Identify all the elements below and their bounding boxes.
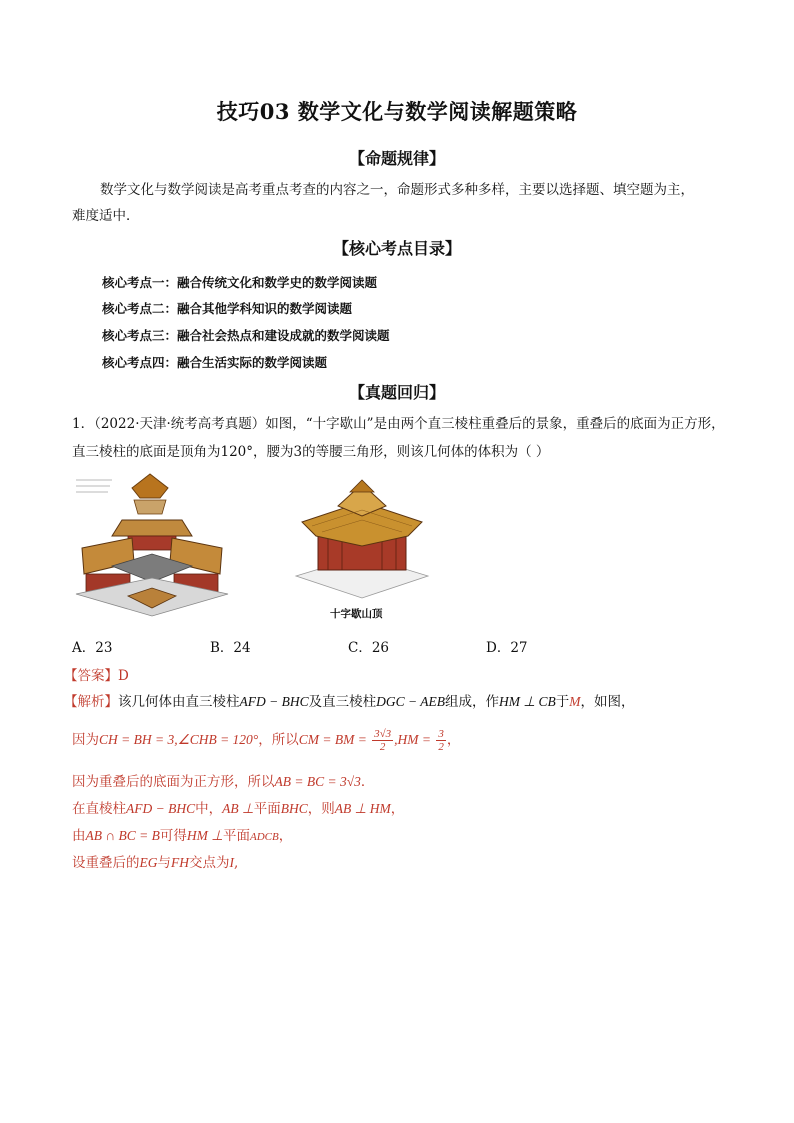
- toc-item[interactable]: 核心考点四：融合生活实际的数学阅读题: [102, 355, 328, 370]
- analysis-line-2: [72, 728, 460, 753]
- fraction: $\frac{3}{2}$: [438, 728, 444, 753]
- section-heading-rules: 【命题规律】: [348, 149, 445, 168]
- option-b[interactable]: B．24: [210, 640, 251, 656]
- section-heading-review: 【真题回归】: [348, 383, 445, 402]
- math: BHC: [280, 801, 308, 816]
- math: AB ∩ BC = B: [85, 828, 160, 843]
- figure-cross-gable-exploded: [72, 470, 232, 620]
- text: 可得: [159, 828, 187, 844]
- analysis-line-3: [72, 772, 374, 792]
- text: ，: [278, 828, 293, 844]
- text: 与: [157, 855, 171, 871]
- text: 及直三棱柱: [308, 694, 377, 710]
- figure-caption: 十字歇山顶: [330, 608, 383, 620]
- text: ，如图，: [580, 694, 635, 710]
- math: AFD − BHC: [126, 801, 196, 816]
- math: CH = BH = 3,∠CHB = 120°: [99, 732, 259, 747]
- text: ，则: [307, 801, 335, 817]
- rules-text-line-1: 数学文化与数学阅读是高考重点考查的内容之一，命题形式多种多样，主要以选择题、填空题为主，: [100, 182, 694, 198]
- option-c[interactable]: C．26: [348, 640, 390, 656]
- answer-label: 【答案】: [64, 668, 118, 684]
- math: EG: [139, 855, 158, 870]
- toc-item[interactable]: 核心考点二：融合其他学科知识的数学阅读题: [102, 301, 353, 316]
- option-d[interactable]: D．27: [486, 640, 528, 656]
- math: M: [569, 694, 581, 709]
- text: 交点为: [189, 855, 230, 871]
- analysis-line-5: [72, 826, 292, 847]
- toc-item[interactable]: 核心考点一：融合传统文化和数学史的数学阅读题: [102, 275, 378, 290]
- text: 因为重叠后的底面为正方形，所以: [72, 774, 275, 790]
- math: CM = BM =: [298, 732, 367, 747]
- math: DGC − AEB: [376, 694, 445, 709]
- text: 由: [72, 828, 86, 844]
- math: AB = BC = 3√3: [274, 774, 361, 789]
- option-a[interactable]: A．23: [72, 640, 113, 656]
- analysis-line-4: [72, 799, 404, 819]
- math: ,HM =: [394, 732, 432, 747]
- math: HM ⊥: [186, 828, 223, 843]
- math: AB ⊥ HM: [334, 801, 391, 816]
- analysis-line-1: [64, 692, 634, 712]
- text: ，所以: [258, 732, 299, 748]
- analysis-label: 【解析】: [64, 694, 118, 710]
- text: 组成，作: [444, 694, 499, 710]
- text: ，: [390, 801, 405, 817]
- math: ADCB: [250, 831, 279, 843]
- rules-text-line-2: 难度适中．: [72, 208, 140, 224]
- answer-value: D: [118, 668, 129, 684]
- text: 中，: [195, 801, 223, 817]
- text: ,: [234, 855, 239, 871]
- math: I: [229, 855, 234, 870]
- text: 因为: [72, 732, 99, 748]
- text: ．: [360, 774, 375, 790]
- figure-cross-gable-roof: [292, 476, 432, 602]
- question-line-1: 1．（2022·天津·统考高考真题）如图，“十字歇山”是由两个直三棱柱重叠后的景象，重叠后的底面为正方形，: [72, 416, 725, 432]
- answer-line: [64, 664, 129, 684]
- question-line-2: 直三棱柱的底面是顶角为120°，腰为3的等腰三角形，则该几何体的体积为（ ）: [72, 444, 550, 460]
- text: 于: [555, 694, 570, 710]
- math: AB ⊥: [222, 801, 254, 816]
- text: 平面: [223, 828, 250, 844]
- text: 在直棱柱: [72, 801, 126, 817]
- text: 设重叠后的: [72, 855, 140, 871]
- text: 平面: [253, 801, 281, 817]
- analysis-line-6: [72, 853, 238, 873]
- toc-item[interactable]: 核心考点三：融合社会热点和建设成就的数学阅读题: [102, 328, 390, 343]
- math: FH: [171, 855, 189, 870]
- fraction: $\frac{3√3}{2}$: [374, 728, 392, 753]
- text: 该几何体由直三棱柱: [118, 694, 240, 710]
- section-heading-toc: 【核心考点目录】: [332, 239, 461, 258]
- math: HM ⊥ CB: [498, 694, 556, 709]
- text: ，: [446, 732, 461, 748]
- math: AFD − BHC: [239, 694, 309, 709]
- page-title: 技巧03 数学文化与数学阅读解题策略: [216, 99, 578, 124]
